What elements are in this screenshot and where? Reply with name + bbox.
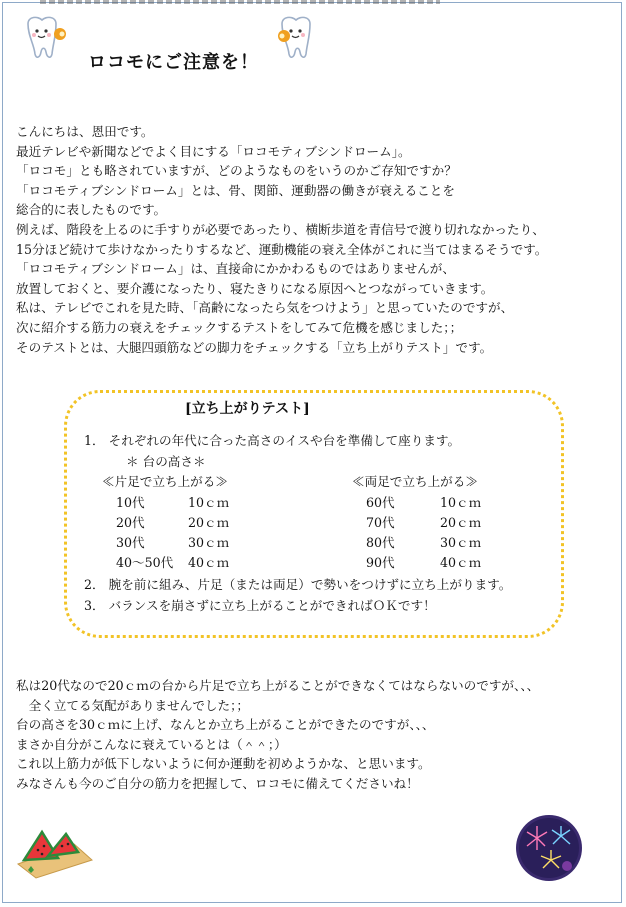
intro-paragraph: [16, 122, 547, 357]
one-leg-height: 10ｃｍ: [188, 495, 230, 510]
one-leg-header: ≪片足で立ち上がる≫: [102, 474, 228, 489]
one-leg-age: 20代: [116, 515, 145, 530]
one-leg-age: 10代: [116, 495, 145, 510]
one-leg-height: 40ｃｍ: [188, 555, 230, 570]
two-leg-height: 40ｃｍ: [440, 555, 482, 570]
intro-line: 「ロコモティブシンドローム」は、直接命にかかわるものではありませんが、: [16, 261, 455, 277]
one-leg-height: 30ｃｍ: [188, 535, 230, 550]
test-step-3: 3． バランスを崩さずに立ち上がることができればＯＫです！: [84, 598, 436, 613]
intro-line: 放置しておくと、要介護になったり、寝たきりになる原因へとつながっていきます。: [16, 280, 494, 296]
two-leg-age: 60代: [366, 495, 395, 510]
two-leg-age: 70代: [366, 515, 395, 530]
cropped-header-strip: [40, 0, 440, 4]
test-step-2: 2． 腕を前に組み、片足（または両足）で勢いをつけずに立ち上がります。: [84, 577, 512, 592]
height-label: ＊ 台の高さ＊: [126, 454, 206, 469]
outro-paragraph: [16, 676, 539, 794]
test-step-1: 1． それぞれの年代に合った高さのイスや台を準備して座ります。: [84, 433, 461, 448]
one-leg-age: 40～50代: [116, 555, 174, 570]
test-title: [立ち上がりテスト]: [185, 401, 310, 417]
tooth-mascot-icon: [276, 14, 322, 62]
intro-line: 「ロコモ」とも略されていますが、どのようなものをいうのかご存知ですか？: [16, 163, 457, 179]
two-leg-height: 30ｃｍ: [440, 535, 482, 550]
intro-line: 「ロコモティブシンドローム」とは、骨、関節、運動器の働きが衰えることを: [16, 182, 455, 198]
two-leg-age: 80代: [366, 535, 395, 550]
outro-line: まさか自分がこんなに衰えているとは（＾＾；）: [16, 736, 287, 752]
intro-line: 総合的に表したものです。: [16, 202, 167, 218]
intro-line: こんにちは、恩田です。: [16, 124, 154, 139]
one-leg-age: 30代: [116, 535, 145, 550]
two-leg-header: ≪両足で立ち上がる≫: [352, 474, 478, 489]
two-leg-height: 10ｃｍ: [440, 495, 482, 510]
intro-line: 次に紹介する筋力の衰えをチェックするテストをしてみて危機を感じました；；: [16, 319, 463, 335]
two-leg-height: 20ｃｍ: [440, 515, 482, 530]
fireworks-icon: [515, 814, 583, 882]
outro-line: 全く立てる気配がありませんでした；；: [16, 697, 249, 713]
two-leg-age: 90代: [366, 555, 395, 570]
outro-line: みなさんも今のご自分の筋力を把握して、ロコモに備えてくださいね！: [16, 775, 419, 791]
intro-line: 例えば、階段を上るのに手すりが必要であったり、横断歩道を青信号で渡り切れなかったり、: [16, 221, 545, 237]
one-leg-height: 20ｃｍ: [188, 515, 230, 530]
outro-line: 私は20代なので20ｃｍの台から片足で立ち上がることができなくてはならないのですが、、、: [16, 678, 540, 693]
intro-line: 最近テレビや新聞などでよく目にする「ロコモティブシンドローム」。: [16, 143, 411, 159]
watermelon-icon: [14, 820, 96, 880]
intro-line: 15分ほど続けて歩けなかったりするなど、運動機能の衰え全体がこれに当てはまるそうです。: [16, 241, 548, 257]
outro-line: これ以上筋力が低下しないように何か運動を初めようかな、と思います。: [16, 756, 431, 772]
page-title: ロコモにご注意を！: [88, 52, 259, 73]
tooth-mascot-icon: [22, 14, 68, 62]
outro-line: 台の高さを30ｃｍに上げ、なんとか立ち上がることができたのですが、、、: [16, 717, 435, 733]
intro-line: そのテストとは、大腿四頭筋などの脚力をチェックする「立ち上がりテスト」です。: [16, 339, 493, 355]
intro-line: 私は、テレビでこれを見た時、「高齢になったら気をつけよう」と思っていたのですが、: [16, 300, 514, 316]
